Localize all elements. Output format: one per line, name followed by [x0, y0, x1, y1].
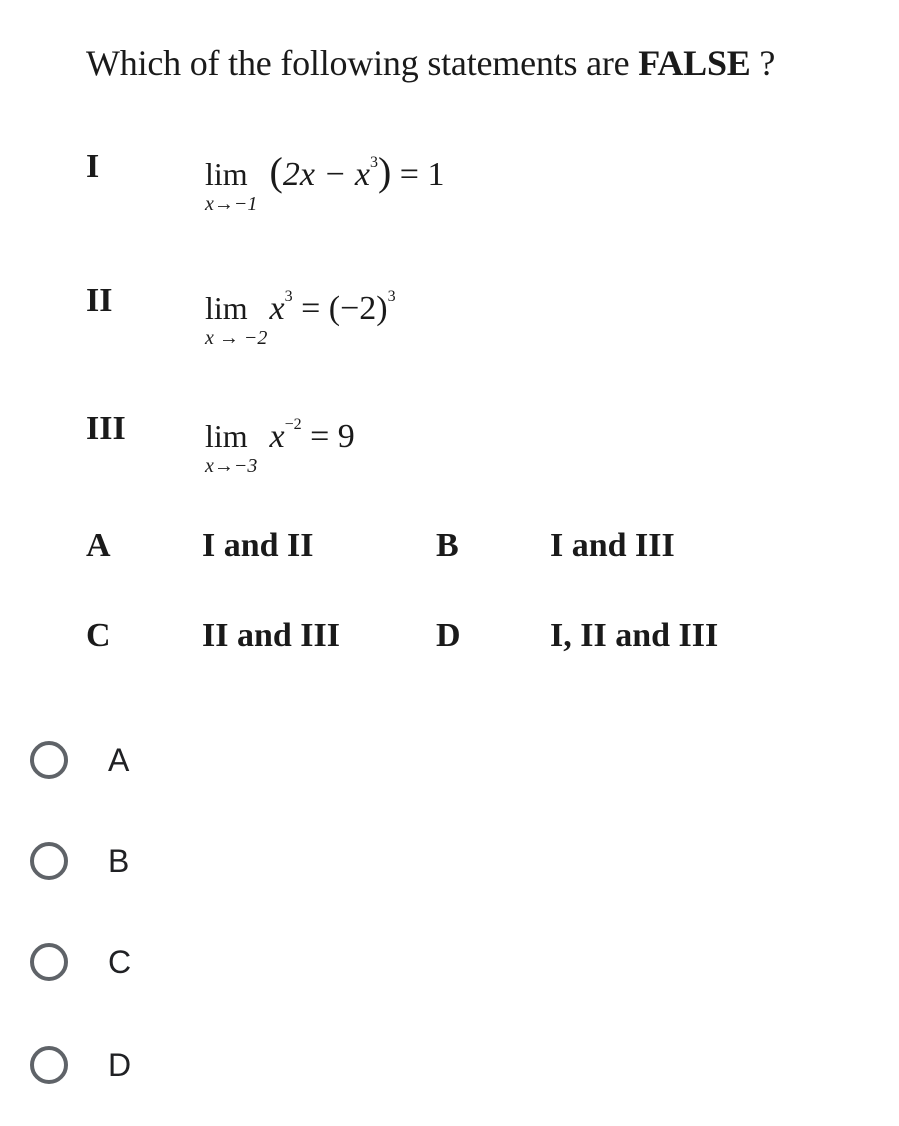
radio-button-c[interactable] [30, 943, 68, 981]
radio-button-d[interactable] [30, 1046, 68, 1084]
radio-label-b: B [108, 842, 130, 879]
limit-expression [269, 149, 445, 194]
close-paren: ) [377, 149, 392, 194]
statement-1-number: I [86, 148, 100, 185]
answer-option-b-letter: B [436, 527, 459, 564]
question-suffix: ? [750, 43, 776, 83]
limit-operator [205, 290, 268, 349]
expr-body-b: = 1 [391, 156, 445, 193]
answer-option-b-label: I and III [550, 527, 675, 564]
radio-label-a: A [108, 741, 130, 778]
limit-operator [205, 156, 261, 215]
answer-option-a-letter: A [86, 527, 111, 564]
statement-3-formula [205, 414, 355, 477]
answer-option-c-label: II and III [202, 617, 340, 654]
lim-subscript: x→−1 [205, 193, 258, 215]
radio-option-b[interactable] [30, 836, 129, 886]
radio-button-a[interactable] [30, 741, 68, 779]
answer-option-a-label: I and II [202, 527, 314, 564]
limit-operator [205, 418, 261, 477]
radio-button-b[interactable] [30, 842, 68, 880]
expr-body-b: = 9 [301, 418, 355, 455]
lim-word: lim [205, 418, 248, 454]
expr-body-b: = (−2) [292, 290, 388, 327]
open-paren: ( [269, 149, 283, 194]
answer-option-c-text [202, 617, 340, 655]
radio-option-c[interactable] [30, 937, 131, 987]
statement-3-number: III [86, 410, 126, 447]
answer-option-b-text [550, 527, 675, 565]
lim-subscript: x → −2 [205, 327, 268, 349]
expr-body-a: 2x − x [282, 156, 370, 193]
answer-option-d-label: I, II and III [550, 617, 719, 654]
statement-2-number: II [86, 282, 113, 319]
expr-body-a: x [269, 290, 285, 327]
answer-option-d-text [550, 617, 718, 655]
question-text [86, 42, 775, 84]
limit-expression [270, 418, 355, 455]
answer-option-a-text [202, 527, 314, 565]
answer-option-d-letter: D [436, 617, 461, 654]
exponent-a: −2 [284, 416, 302, 433]
question-emphasis: FALSE [638, 43, 751, 83]
radio-option-d[interactable] [30, 1040, 131, 1090]
radio-option-a[interactable] [30, 735, 129, 785]
statement-2-formula [205, 286, 396, 349]
exponent-a: 3 [284, 288, 293, 305]
expr-body-a: x [269, 418, 285, 455]
lim-word: lim [205, 156, 248, 192]
exponent-a: 3 [369, 154, 378, 171]
question-prefix: Which of the following statements are [86, 43, 639, 83]
statement-1-formula [205, 149, 445, 215]
limit-expression [270, 290, 396, 327]
lim-subscript: x→−3 [205, 455, 258, 477]
lim-word: lim [205, 290, 248, 326]
radio-label-c: C [108, 943, 132, 980]
answer-option-c-letter: C [86, 617, 111, 654]
radio-label-d: D [108, 1046, 132, 1083]
exponent-b: 3 [387, 288, 396, 305]
